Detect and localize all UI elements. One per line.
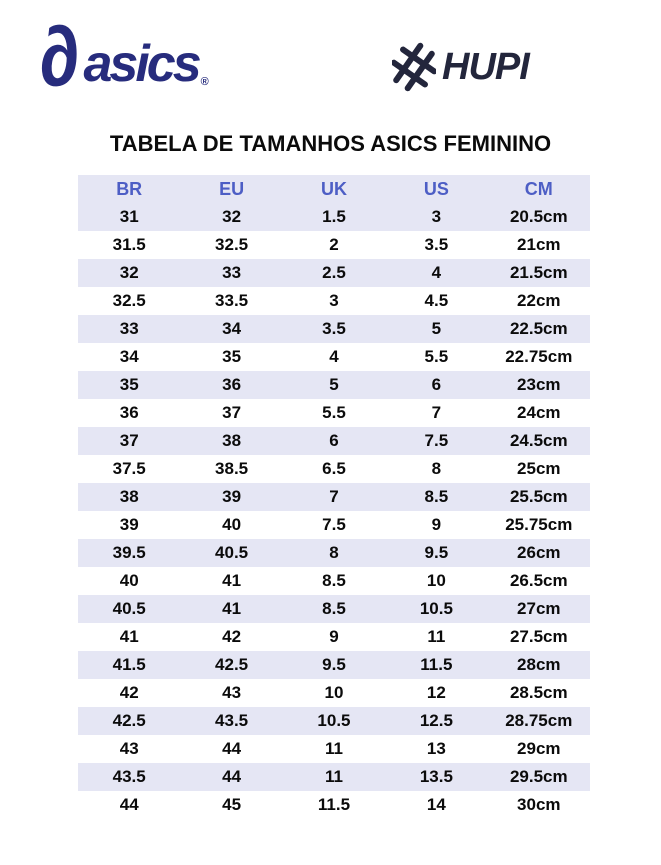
size-cell: 41 xyxy=(222,599,242,618)
size-cell: 3.5 xyxy=(322,319,346,338)
size-cell: 3 xyxy=(431,207,442,226)
size-cell: 33.5 xyxy=(215,291,249,310)
size-cell: 7 xyxy=(329,487,339,506)
size-cell: 21cm xyxy=(517,235,561,254)
size-cell: 8.5 xyxy=(322,599,346,618)
size-cell: 44 xyxy=(222,767,242,786)
table-row xyxy=(78,679,590,707)
size-cell: 2 xyxy=(329,235,339,254)
asics-spiral-icon: ∂ xyxy=(33,7,85,105)
table-header-row xyxy=(78,175,590,203)
table-row xyxy=(78,315,590,343)
size-cell: 11 xyxy=(427,627,446,646)
hupi-hash-icon xyxy=(392,42,436,92)
size-cell: 1.5 xyxy=(322,207,346,226)
size-cell: 42.5 xyxy=(112,711,146,730)
size-cell: 7.5 xyxy=(424,431,449,450)
table-row xyxy=(78,259,590,287)
size-cell: 25cm xyxy=(517,459,561,478)
table-row xyxy=(78,455,590,483)
size-cell: 11 xyxy=(324,767,343,786)
size-cell: 29cm xyxy=(517,739,561,758)
size-cell: 28cm xyxy=(517,655,561,674)
asics-logo xyxy=(33,7,209,105)
size-cell: 40 xyxy=(222,515,242,534)
size-cell: 3.5 xyxy=(424,235,449,254)
size-cell: 20.5cm xyxy=(509,207,568,226)
size-cell: 34 xyxy=(119,347,139,366)
column-header-us: US xyxy=(385,175,487,203)
size-cell: 9 xyxy=(431,515,442,534)
size-cell: 26cm xyxy=(517,543,561,562)
size-cell: 21.5cm xyxy=(509,263,568,282)
column-header-cm: CM xyxy=(488,175,590,203)
size-cell: 10.5 xyxy=(419,599,453,618)
size-cell: 37.5 xyxy=(112,459,146,478)
size-cell: 4 xyxy=(329,347,339,366)
size-cell: 13.5 xyxy=(419,767,453,786)
size-cell: 24cm xyxy=(517,403,561,422)
size-cell: 37 xyxy=(222,403,242,422)
size-cell: 22.5cm xyxy=(509,319,568,338)
size-cell: 40.5 xyxy=(215,543,249,562)
size-cell: 37 xyxy=(119,431,139,450)
table-row xyxy=(78,231,590,259)
size-cell: 39 xyxy=(119,515,139,534)
size-cell: 32 xyxy=(119,263,139,282)
size-cell: 12 xyxy=(426,683,446,702)
size-cell: 12.5 xyxy=(419,711,453,730)
table-row xyxy=(78,735,590,763)
size-cell: 8.5 xyxy=(322,571,346,590)
table-row xyxy=(78,595,590,623)
size-cell: 38 xyxy=(222,431,242,450)
size-cell: 43 xyxy=(119,739,139,758)
size-cell: 6 xyxy=(329,431,339,450)
size-cell: 32.5 xyxy=(215,235,249,254)
size-cell: 4 xyxy=(431,263,442,282)
size-cell: 22cm xyxy=(517,291,561,310)
asics-wordmark: asics xyxy=(83,35,199,93)
size-cell: 33 xyxy=(222,263,242,282)
table-row xyxy=(78,539,590,567)
size-cell: 31.5 xyxy=(112,235,146,254)
size-cell: 13 xyxy=(426,739,446,758)
size-cell: 45 xyxy=(222,795,242,814)
table-row xyxy=(78,343,590,371)
size-cell: 32.5 xyxy=(112,291,146,310)
size-cell: 2.5 xyxy=(322,263,346,282)
size-cell: 5 xyxy=(431,319,442,338)
size-cell: 36 xyxy=(119,403,139,422)
table-row xyxy=(78,651,590,679)
size-cell: 32 xyxy=(222,207,242,226)
size-cell: 28.75cm xyxy=(505,711,573,730)
table-row xyxy=(78,399,590,427)
table-row xyxy=(78,371,590,399)
size-cell: 38.5 xyxy=(215,459,249,478)
size-cell: 41.5 xyxy=(112,655,146,674)
size-cell: 38 xyxy=(119,487,139,506)
size-cell: 7.5 xyxy=(322,515,346,534)
table-row xyxy=(78,791,590,819)
page-title: TABELA DE TAMANHOS ASICS FEMININO xyxy=(109,131,552,156)
size-cell: 8 xyxy=(329,543,339,562)
size-cell: 42.5 xyxy=(215,655,249,674)
size-cell: 43.5 xyxy=(112,767,146,786)
size-cell: 44 xyxy=(222,739,242,758)
size-cell: 29.5cm xyxy=(509,767,568,786)
table-row xyxy=(78,511,590,539)
size-cell: 42 xyxy=(119,683,139,702)
size-cell: 10 xyxy=(426,571,446,590)
size-cell: 23cm xyxy=(517,375,561,394)
size-cell: 10 xyxy=(324,683,344,702)
size-cell: 39 xyxy=(222,487,242,506)
size-cell: 22.75cm xyxy=(505,347,573,366)
size-cell: 33 xyxy=(119,319,139,338)
size-cell: 9.5 xyxy=(322,655,346,674)
size-cell: 7 xyxy=(431,403,442,422)
size-cell: 27.5cm xyxy=(509,627,568,646)
size-cell: 11.5 xyxy=(317,795,351,814)
size-cell: 42 xyxy=(222,627,242,646)
size-cell: 35 xyxy=(119,375,139,394)
table-row xyxy=(78,427,590,455)
size-cell: 8.5 xyxy=(424,487,449,506)
table-row xyxy=(78,203,590,231)
size-cell: 26.5cm xyxy=(509,571,568,590)
size-cell: 30cm xyxy=(517,795,561,814)
size-cell: 25.75cm xyxy=(505,515,573,534)
size-cell: 11.5 xyxy=(420,655,453,674)
size-table-body xyxy=(78,203,590,819)
size-cell: 6.5 xyxy=(322,459,346,478)
column-header-eu: EU xyxy=(180,175,282,203)
size-cell: 40 xyxy=(119,571,139,590)
table-row xyxy=(78,707,590,735)
size-table xyxy=(78,175,590,819)
size-cell: 39.5 xyxy=(112,543,146,562)
table-row xyxy=(78,287,590,315)
registered-trademark-icon: ® xyxy=(200,76,209,88)
size-cell: 10.5 xyxy=(317,711,351,730)
size-cell: 5 xyxy=(329,375,339,394)
size-cell: 25.5cm xyxy=(509,487,568,506)
size-cell: 24.5cm xyxy=(509,431,568,450)
size-cell: 27cm xyxy=(517,599,561,618)
table-row xyxy=(78,623,590,651)
size-cell: 9.5 xyxy=(424,543,449,562)
size-cell: 8 xyxy=(431,459,442,478)
size-cell: 41 xyxy=(222,571,242,590)
size-cell: 14 xyxy=(426,795,446,814)
table-row xyxy=(78,483,590,511)
size-cell: 40.5 xyxy=(112,599,146,618)
size-cell: 5.5 xyxy=(424,347,449,366)
size-cell: 44 xyxy=(119,795,139,814)
column-header-br: BR xyxy=(78,175,180,203)
size-cell: 43.5 xyxy=(215,711,249,730)
size-cell: 31 xyxy=(119,207,139,226)
size-cell: 35 xyxy=(222,347,242,366)
hupi-logo xyxy=(392,42,529,92)
size-cell: 4.5 xyxy=(424,291,449,310)
column-header-uk: UK xyxy=(283,175,385,203)
size-cell: 41 xyxy=(119,627,139,646)
size-cell: 3 xyxy=(329,291,339,310)
size-cell: 11 xyxy=(324,739,343,758)
table-row xyxy=(78,763,590,791)
table-row xyxy=(78,567,590,595)
size-cell: 34 xyxy=(222,319,242,338)
size-cell: 5.5 xyxy=(322,403,346,422)
hupi-wordmark: HUPI xyxy=(442,46,529,88)
size-cell: 9 xyxy=(329,627,339,646)
size-cell: 6 xyxy=(431,375,442,394)
size-cell: 36 xyxy=(222,375,242,394)
size-cell: 28.5cm xyxy=(509,683,568,702)
size-cell: 43 xyxy=(222,683,242,702)
